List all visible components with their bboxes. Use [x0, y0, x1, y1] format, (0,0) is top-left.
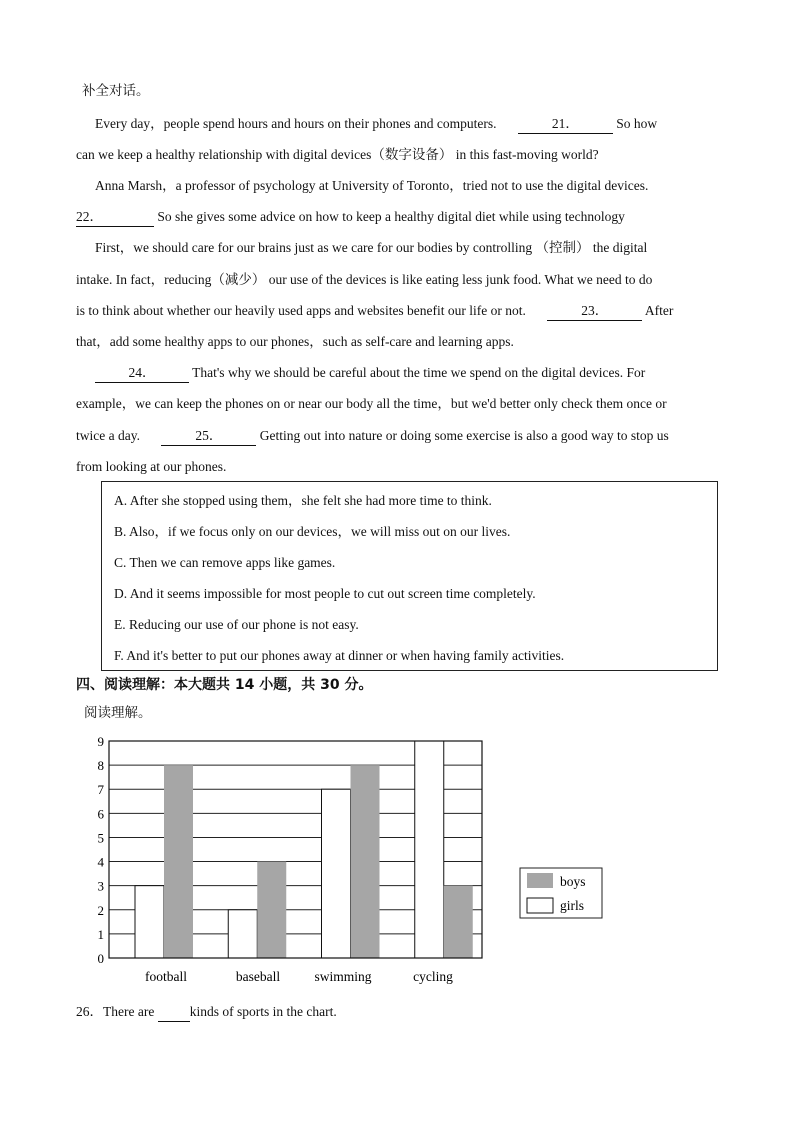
answer-blank-26[interactable] — [158, 1003, 190, 1022]
question-number: 26． — [76, 1004, 103, 1019]
bar-girls — [322, 789, 351, 958]
bar-boys — [351, 765, 380, 958]
passage-line: intake. In fact，reducing（减少） our use of the devices is like eating less junk food. What we need to do — [76, 272, 653, 287]
passage-text: twice a day. — [76, 428, 140, 443]
blank-21[interactable]: 21． — [518, 115, 613, 134]
y-tick-label: 1 — [97, 926, 104, 942]
passage-text: Getting out into nature or doing some exercise is also a good way to stop us — [259, 428, 669, 443]
passage-text: So she gives some advice on how to keep a healthy digital diet while using technology — [157, 209, 625, 224]
y-tick-label: 7 — [97, 782, 104, 798]
y-tick-label: 4 — [97, 854, 104, 870]
bar-boys — [444, 886, 473, 958]
x-category-label: football — [145, 969, 187, 984]
passage-line: example，we can keep the phones on or near our body all the time，but we'd better only check them once or — [76, 396, 667, 411]
bar-boys — [257, 862, 286, 958]
y-tick-label: 3 — [97, 878, 104, 894]
bar-girls — [135, 886, 164, 958]
passage-text: So how — [616, 116, 658, 131]
legend-label-boys: boys — [560, 874, 586, 889]
x-category-label: swimming — [314, 969, 372, 984]
passage-line: can we keep a healthy relationship with digital devices（数字设备） in this fast-moving world? — [76, 147, 599, 162]
section-title: 四、阅读理解：本大题共 14 小题，共 30 分。 — [76, 677, 373, 693]
option-d: D. And it seems impossible for most people to cut out screen time completely. — [114, 586, 536, 601]
question-text: kinds of sports in the chart. — [189, 1004, 337, 1019]
option-f: F. And it's better to put our phones away at dinner or when having family activities. — [114, 648, 565, 663]
passage-text: is to think about whether our heavily used apps and websites benefit our life or not. — [76, 303, 526, 318]
y-tick-label: 9 — [97, 734, 104, 749]
blank-22[interactable]: 22． — [76, 208, 154, 227]
y-tick-label: 5 — [97, 830, 104, 846]
blank-25[interactable]: 25． — [161, 427, 256, 446]
x-category-label: cycling — [413, 969, 453, 984]
x-category-label: baseball — [235, 969, 281, 984]
passage-line: from looking at our phones. — [76, 459, 227, 474]
question-26 — [76, 1003, 337, 1022]
legend-swatch-boys — [527, 873, 553, 888]
legend-swatch-girls — [527, 898, 553, 913]
option-c: C. Then we can remove apps like games. — [114, 555, 336, 570]
option-a: A. After she stopped using them，she felt she had more time to think. — [114, 493, 492, 508]
blank-24[interactable]: 24． — [95, 364, 189, 383]
y-tick-label: 2 — [97, 902, 104, 918]
legend-label-girls: girls — [560, 898, 585, 913]
y-tick-label: 6 — [97, 806, 104, 822]
blank-23[interactable]: 23． — [547, 302, 642, 321]
section-subtitle: 阅读理解。 — [84, 705, 152, 721]
passage-line: Anna Marsh，a professor of psychology at University of Toronto，tried not to use the digital devices. — [95, 178, 649, 193]
y-tick-label: 0 — [97, 951, 104, 966]
passage-text: That's why we should be careful about the time we spend on the digital devices. For — [192, 365, 646, 380]
bar-girls — [415, 741, 444, 958]
option-e: E. Reducing our use of our phone is not easy. — [114, 617, 359, 632]
passage-line: First，we should care for our brains just as we care for our bodies by controlling （控制） the digital — [95, 240, 648, 255]
option-b: B. Also，if we focus only on our devices，we will miss out on our lives. — [114, 524, 511, 539]
question-text: There are — [103, 1004, 155, 1019]
bar-boys — [164, 765, 193, 958]
instruction: 补全对话。 — [82, 83, 150, 99]
bar-girls — [228, 910, 257, 958]
y-tick-label: 8 — [97, 758, 104, 774]
passage-text: After — [644, 303, 674, 318]
passage-line: that，add some healthy apps to our phones，such as self-care and learning apps. — [76, 334, 514, 349]
passage-text: Every day，people spend hours and hours on their phones and computers. — [95, 116, 497, 131]
